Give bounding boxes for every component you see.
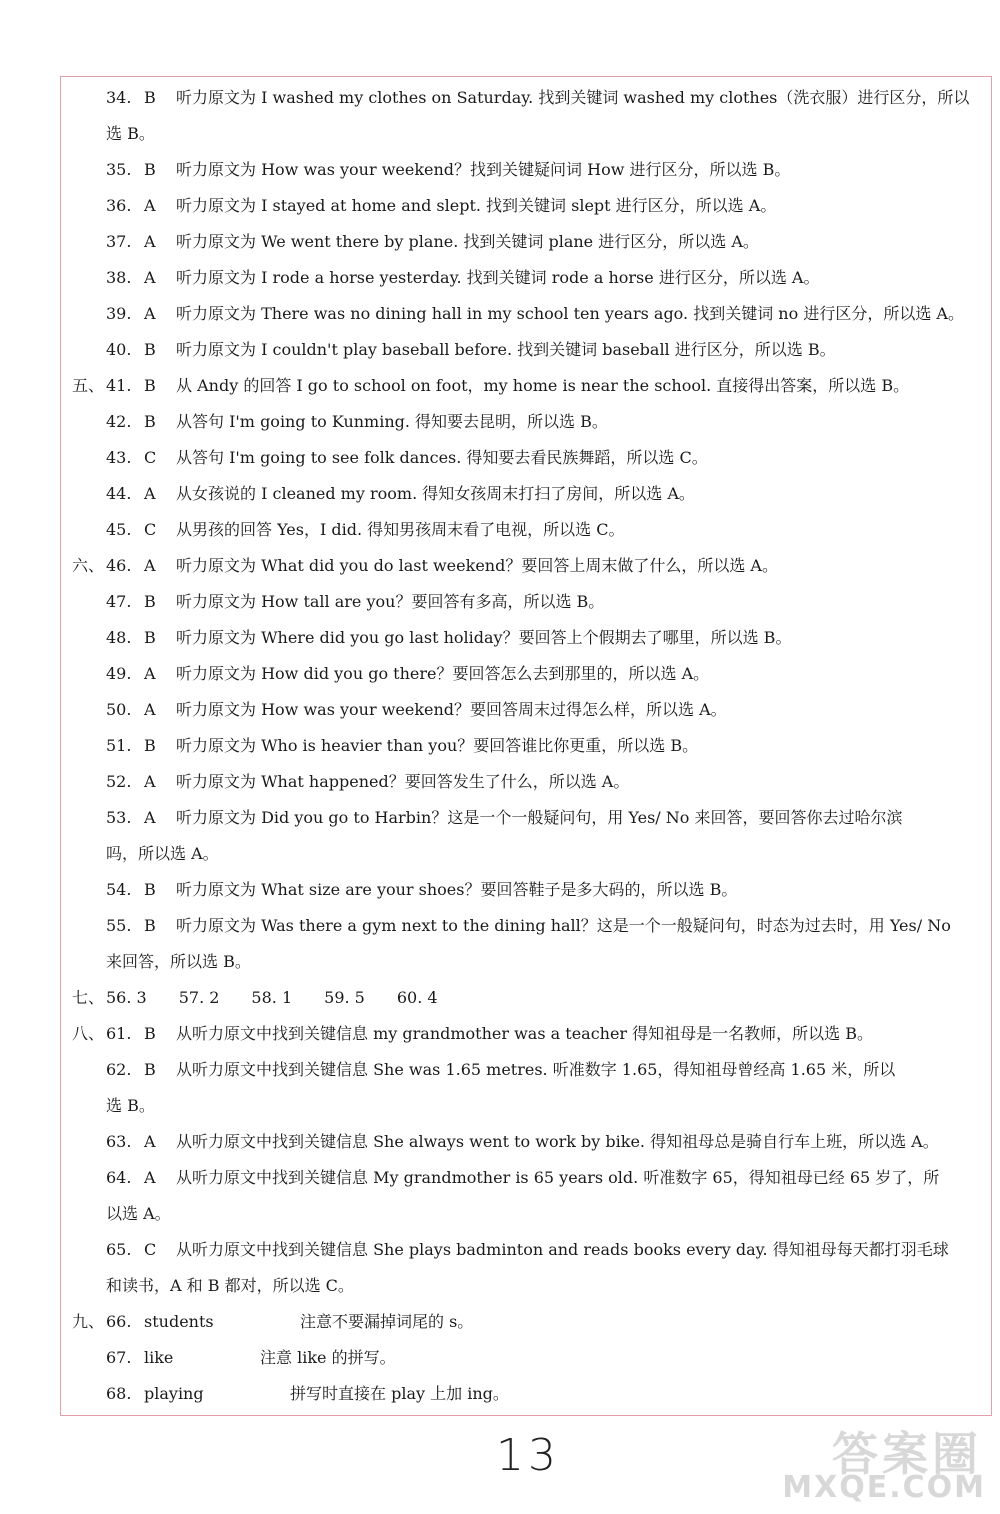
answer-letter: B xyxy=(144,628,156,647)
answer-line xyxy=(68,548,986,584)
answer-list xyxy=(68,80,986,1412)
explanation-text: 听力原文为 I stayed at home and slept. 找到关键词 slept 进行区分，所以选 A。 xyxy=(176,196,777,215)
answer-line xyxy=(68,476,986,512)
answer-line xyxy=(68,152,986,188)
answer-letter: A xyxy=(144,1168,156,1187)
answer-letter: B xyxy=(144,412,156,431)
section-marker: 七、 xyxy=(72,988,105,1007)
question-number: 54. xyxy=(106,880,132,899)
explanation-text: 听力原文为 Was there a gym next to the dining hall？这是一个一般疑问句，时态为过去时，用 Yes/ No xyxy=(176,916,951,935)
explanation-text: 听力原文为 I rode a horse yesterday. 找到关键词 rode a horse 进行区分，所以选 A。 xyxy=(176,268,820,287)
question-number: 46. xyxy=(106,556,132,575)
answer-line xyxy=(68,1232,986,1268)
question-number: 65. xyxy=(106,1240,132,1259)
explanation-text: 以选 A。 xyxy=(106,1204,171,1223)
explanation-text: 从男孩的回答 Yes，I did. 得知男孩周末看了电视，所以选 C。 xyxy=(176,520,625,539)
question-number: 55. xyxy=(106,916,132,935)
answer-line-continued xyxy=(68,1088,986,1124)
answer-line xyxy=(68,1160,986,1196)
answer-letter: C xyxy=(144,448,157,467)
answer-line xyxy=(68,1376,986,1412)
explanation-text: 从答句 I'm going to see folk dances. 得知要去看民族舞蹈，所以选 C。 xyxy=(176,448,708,467)
answer-line xyxy=(68,512,986,548)
question-number: 45. xyxy=(106,520,132,539)
explanation-text: 从听力原文中找到关键信息 my grandmother was a teacher 得知祖母是一名教师，所以选 B。 xyxy=(176,1024,874,1043)
answer-line xyxy=(68,1340,986,1376)
answer-letter: B xyxy=(144,160,156,179)
explanation-text: 听力原文为 Where did you go last holiday？要回答上个假期去了哪里，所以选 B。 xyxy=(176,628,792,647)
question-number: 64. xyxy=(106,1168,132,1187)
answer-line xyxy=(68,188,986,224)
question-number: 61. xyxy=(106,1024,132,1043)
explanation-text: 听力原文为 What size are your shoes？要回答鞋子是多大码的，所以选 B。 xyxy=(176,880,738,899)
question-number: 38. xyxy=(106,268,132,287)
answer-letter: A xyxy=(144,808,156,827)
answer-line-continued xyxy=(68,116,986,152)
explanation-text: 听力原文为 There was no dining hall in my school ten years ago. 找到关键词 no 进行区分，所以选 A。 xyxy=(176,304,964,323)
section-marker: 九、 xyxy=(72,1312,105,1331)
question-number: 48. xyxy=(106,628,132,647)
explanation-text: 从女孩说的 I cleaned my room. 得知女孩周末打扫了房间，所以选 A。 xyxy=(176,484,695,503)
answer-letter: A xyxy=(144,664,156,683)
answer-letter: A xyxy=(144,772,156,791)
explanation-text: 来回答，所以选 B。 xyxy=(106,952,251,971)
answer-line xyxy=(68,584,986,620)
explanation-text: 选 B。 xyxy=(106,1096,155,1115)
page-number: 13 xyxy=(496,1430,560,1481)
answer-line xyxy=(68,440,986,476)
answer-word: students xyxy=(144,1312,214,1331)
answer-line xyxy=(68,368,986,404)
answer-line xyxy=(68,872,986,908)
question-number: 52. xyxy=(106,772,132,791)
explanation-text: 从听力原文中找到关键信息 She plays badminton and reads books every day. 得知祖母每天都打羽毛球 xyxy=(176,1240,949,1259)
answer-line xyxy=(68,764,986,800)
explanation-text: 从听力原文中找到关键信息 She always went to work by bike. 得知祖母总是骑自行车上班，所以选 A。 xyxy=(176,1132,939,1151)
explanation-text: 听力原文为 How was your weekend？要回答周末过得怎么样，所以选 A。 xyxy=(176,700,727,719)
explanation-text: 选 B。 xyxy=(106,124,155,143)
question-number: 62. xyxy=(106,1060,132,1079)
answer-line xyxy=(68,656,986,692)
explanation-text: 听力原文为 I washed my clothes on Saturday. 找到关键词 washed my clothes（洗衣服）进行区分，所以 xyxy=(176,88,970,107)
explanation-text: 注意不要漏掉词尾的 s。 xyxy=(300,1312,474,1331)
answer-letter: B xyxy=(144,88,156,107)
explanation-text: 听力原文为 How was your weekend？找到关键疑问词 How 进行区分，所以选 B。 xyxy=(176,160,791,179)
answer-letter: B xyxy=(144,1060,156,1079)
watermark-top: 答案圈 xyxy=(832,1427,982,1481)
section-marker: 八、 xyxy=(72,1024,105,1043)
explanation-text: 从听力原文中找到关键信息 She was 1.65 metres. 听准数字 1.65，得知祖母曾经高 1.65 米，所以 xyxy=(176,1060,896,1079)
explanation-text: 听力原文为 I couldn't play baseball before. 找到关键词 baseball 进行区分，所以选 B。 xyxy=(176,340,836,359)
answer-letter: A xyxy=(144,268,156,287)
answer-line xyxy=(68,1124,986,1160)
watermark-bottom: MXQE.COM xyxy=(782,1470,986,1505)
answer-letter: B xyxy=(144,340,156,359)
question-number: 50. xyxy=(106,700,132,719)
answer-letter: A xyxy=(144,196,156,215)
explanation-text: 拼写时直接在 play 上加 ing。 xyxy=(290,1384,509,1403)
answer-line xyxy=(68,620,986,656)
watermark xyxy=(746,1416,996,1506)
answer-letter: A xyxy=(144,556,156,575)
explanation-text: 注意 like 的拼写。 xyxy=(260,1348,396,1367)
question-number: 34. xyxy=(106,88,132,107)
explanation-text: 听力原文为 How tall are you？要回答有多高，所以选 B。 xyxy=(176,592,605,611)
answer-line-continued xyxy=(68,1268,986,1304)
answer-line xyxy=(68,1016,986,1052)
section-marker: 五、 xyxy=(72,376,105,395)
answer-letter: B xyxy=(144,736,156,755)
question-number: 36. xyxy=(106,196,132,215)
explanation-text: 从答句 I'm going to Kunming. 得知要去昆明，所以选 B。 xyxy=(176,412,608,431)
explanation-text: 从听力原文中找到关键信息 My grandmother is 65 years old. 听准数字 65，得知祖母已经 65 岁了，所 xyxy=(176,1168,940,1187)
answer-line xyxy=(68,1052,986,1088)
answer-letter: A xyxy=(144,304,156,323)
explanation-text: 从 Andy 的回答 I go to school on foot，my home is near the school. 直接得出答案，所以选 B。 xyxy=(176,376,910,395)
explanation-text: 吗，所以选 A。 xyxy=(106,844,219,863)
question-number: 40. xyxy=(106,340,132,359)
answer-line-continued xyxy=(68,1196,986,1232)
explanation-text: 听力原文为 How did you go there？要回答怎么去到那里的，所以选 A。 xyxy=(176,664,710,683)
answer-letter: C xyxy=(144,1240,157,1259)
question-number: 35. xyxy=(106,160,132,179)
question-number: 67. xyxy=(106,1348,132,1367)
answer-letter: A xyxy=(144,484,156,503)
question-number: 63. xyxy=(106,1132,132,1151)
answer-line xyxy=(68,908,986,944)
answer-line xyxy=(68,80,986,116)
answer-line xyxy=(68,224,986,260)
question-number: 43. xyxy=(106,448,132,467)
explanation-text: 听力原文为 What happened？要回答发生了什么，所以选 A。 xyxy=(176,772,630,791)
question-number: 41. xyxy=(106,376,132,395)
explanation-text: 听力原文为 What did you do last weekend？要回答上周末做了什么，所以选 A。 xyxy=(176,556,778,575)
answer-line xyxy=(68,980,986,1016)
answer-line xyxy=(68,728,986,764)
answer-line-continued xyxy=(68,836,986,872)
answer-letter: B xyxy=(144,916,156,935)
explanation-text: 听力原文为 We went there by plane. 找到关键词 plane 进行区分，所以选 A。 xyxy=(176,232,759,251)
explanation-text: 和读书，A 和 B 都对，所以选 C。 xyxy=(106,1276,354,1295)
answer-line xyxy=(68,296,986,332)
explanation-text: 听力原文为 Who is heavier than you？要回答谁比你更重，所以选 B。 xyxy=(176,736,699,755)
question-number: 49. xyxy=(106,664,132,683)
question-number: 44. xyxy=(106,484,132,503)
answer-letter: A xyxy=(144,232,156,251)
answer-line xyxy=(68,260,986,296)
answer-letter: A xyxy=(144,700,156,719)
answer-letter: B xyxy=(144,376,156,395)
answer-sequence: 56. 3 57. 2 58. 1 59. 5 60. 4 xyxy=(106,988,438,1007)
question-number: 47. xyxy=(106,592,132,611)
answer-word: playing xyxy=(144,1384,204,1403)
answer-line xyxy=(68,332,986,368)
answer-line xyxy=(68,692,986,728)
answer-line xyxy=(68,404,986,440)
question-number: 42. xyxy=(106,412,132,431)
section-marker: 六、 xyxy=(72,556,105,575)
answer-line xyxy=(68,800,986,836)
answer-letter: B xyxy=(144,880,156,899)
question-number: 68. xyxy=(106,1384,132,1403)
answer-line-continued xyxy=(68,944,986,980)
explanation-text: 听力原文为 Did you go to Harbin？这是一个一般疑问句，用 Yes/ No 来回答，要回答你去过哈尔滨 xyxy=(176,808,903,827)
answer-letter: B xyxy=(144,1024,156,1043)
answer-letter: B xyxy=(144,592,156,611)
question-number: 51. xyxy=(106,736,132,755)
question-number: 53. xyxy=(106,808,132,827)
question-number: 39. xyxy=(106,304,132,323)
question-number: 66. xyxy=(106,1312,132,1331)
answer-letter: A xyxy=(144,1132,156,1151)
answer-word: like xyxy=(144,1348,174,1367)
question-number: 37. xyxy=(106,232,132,251)
answer-line xyxy=(68,1304,986,1340)
answer-letter: C xyxy=(144,520,157,539)
